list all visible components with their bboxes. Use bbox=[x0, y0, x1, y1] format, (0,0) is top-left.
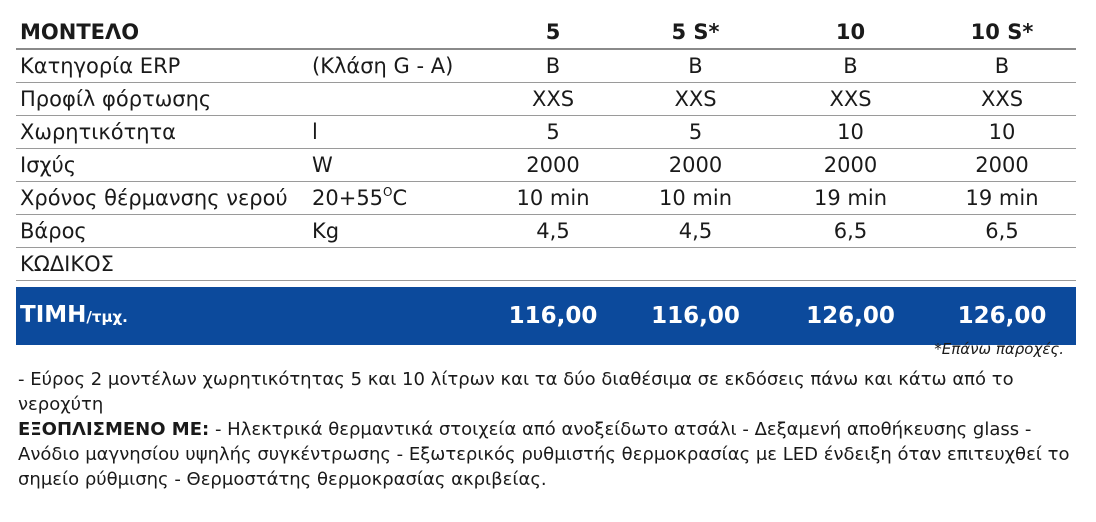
price-label bbox=[16, 287, 308, 345]
row-label: Χωρητικότητα bbox=[16, 116, 308, 149]
row-value: 10 bbox=[773, 116, 928, 149]
row-unit: (Κλάση G - A) bbox=[308, 49, 488, 83]
row-value: XXS bbox=[928, 83, 1076, 116]
footnote: *Επάνω παροχές. bbox=[934, 340, 1064, 358]
row-value: XXS bbox=[488, 83, 618, 116]
row-value: 2000 bbox=[618, 149, 773, 182]
notes-line: - Εύρος 2 μοντέλων χωρητικότητας 5 και 10 λίτρων και τα δύο διαθέσιμα σε εκδόσεις πάνω και κάτω από το νεροχύτη bbox=[18, 369, 1014, 415]
row-value: B bbox=[618, 49, 773, 83]
table-row bbox=[16, 182, 1076, 215]
price-row bbox=[16, 287, 1076, 345]
model-header: ΜΟΝΤΕΛΟ bbox=[16, 16, 308, 49]
row-value: 6,5 bbox=[773, 215, 928, 248]
row-unit bbox=[308, 182, 488, 215]
row-value: XXS bbox=[618, 83, 773, 116]
row-unit: Kg bbox=[308, 215, 488, 248]
price-value: 126,00 bbox=[773, 287, 928, 345]
degree-mark: O bbox=[383, 185, 393, 199]
row-value: 19 min bbox=[773, 182, 928, 215]
row-unit bbox=[308, 83, 488, 116]
price-value: 116,00 bbox=[618, 287, 773, 345]
equipment-note bbox=[18, 417, 1078, 492]
row-value: 10 min bbox=[618, 182, 773, 215]
row-value: 2000 bbox=[488, 149, 618, 182]
price-value: 116,00 bbox=[488, 287, 618, 345]
row-value: B bbox=[488, 49, 618, 83]
row-label: Προφίλ φόρτωσης bbox=[16, 83, 308, 116]
table-row bbox=[16, 116, 1076, 149]
notes bbox=[18, 367, 1078, 492]
row-label: Χρόνος θέρμανσης νερού bbox=[16, 182, 308, 215]
row-value: B bbox=[773, 49, 928, 83]
model-10s: 10 S* bbox=[928, 16, 1076, 49]
model-10: 10 bbox=[773, 16, 928, 49]
table-row bbox=[16, 149, 1076, 182]
row-value: 10 min bbox=[488, 182, 618, 215]
unit-celsius: C bbox=[392, 186, 408, 210]
row-value: 19 min bbox=[928, 182, 1076, 215]
code-row bbox=[16, 248, 1076, 281]
row-value: 2000 bbox=[928, 149, 1076, 182]
row-value: 6,5 bbox=[928, 215, 1076, 248]
row-value: 2000 bbox=[773, 149, 928, 182]
row-value: 5 bbox=[488, 116, 618, 149]
price-label-main: ΤΙΜΗ bbox=[20, 302, 87, 328]
model-5s: 5 S* bbox=[618, 16, 773, 49]
unit-range: 20+55 bbox=[312, 186, 384, 210]
equipment-text: - Ηλεκτρικά θερμαντικά στοιχεία από ανοξείδωτο ατσάλι - Δεξαμενή αποθήκευσης glass - Ανόδιο μαγνησίου υψηλής συγκέντρωσης - Εξωτερικός ρυθμιστής θερμοκρασίας με LED ένδειξη όταν επιτευχθεί το σημείο ρύθμισης - Θερμοστάτης θερμοκρασίας ακριβείας. bbox=[18, 419, 1070, 490]
spec-table bbox=[16, 16, 1076, 345]
table-row bbox=[16, 83, 1076, 116]
table-row bbox=[16, 49, 1076, 83]
price-label-sub: /τμχ. bbox=[86, 308, 128, 326]
model-5: 5 bbox=[488, 16, 618, 49]
price-value: 126,00 bbox=[928, 287, 1076, 345]
row-unit: W bbox=[308, 149, 488, 182]
table-row bbox=[16, 215, 1076, 248]
row-value: 4,5 bbox=[618, 215, 773, 248]
row-label: Κατηγορία ERP bbox=[16, 49, 308, 83]
row-value: 10 bbox=[928, 116, 1076, 149]
row-label: Βάρος bbox=[16, 215, 308, 248]
code-label: ΚΩΔΙΚΟΣ bbox=[16, 248, 308, 281]
row-value: 5 bbox=[618, 116, 773, 149]
unit-header bbox=[308, 16, 488, 49]
header-row bbox=[16, 16, 1076, 49]
equipment-label: ΕΞΟΠΛΙΣΜΕΝΟ ΜΕ: bbox=[18, 419, 210, 440]
row-value: 4,5 bbox=[488, 215, 618, 248]
row-value: B bbox=[928, 49, 1076, 83]
row-value: XXS bbox=[773, 83, 928, 116]
row-unit: l bbox=[308, 116, 488, 149]
row-label: Ισχύς bbox=[16, 149, 308, 182]
